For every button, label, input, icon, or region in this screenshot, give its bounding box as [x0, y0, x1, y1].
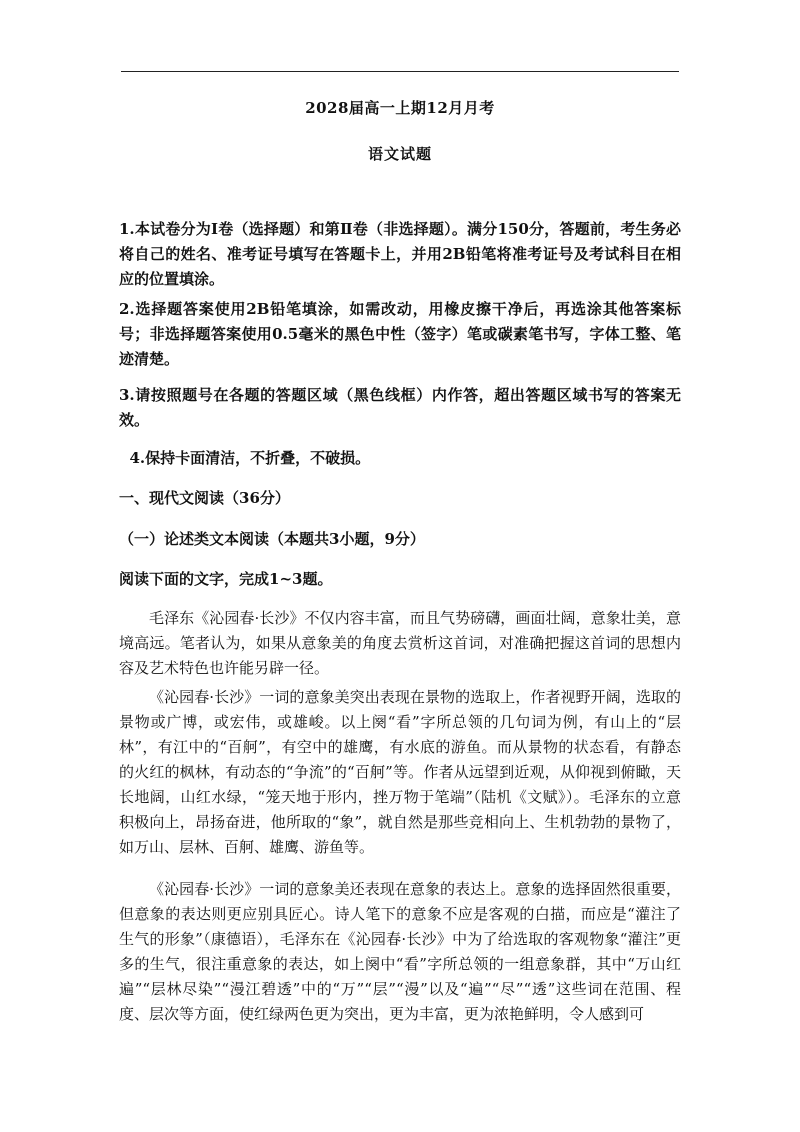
section-subheading: （一）论述类文本阅读（本题共3小题，9分）: [119, 530, 425, 548]
exam-title: 2028届高一上期12月月考: [305, 99, 495, 117]
instruction-2: 2.选择题答案使用2B铅笔填涂，如需改动，用橡皮擦干净后，再选涂其他答案标号；非选择题答案使用0.5毫米的黑色中性（签字）笔或碳素笔书写，字体工整、笔迹清楚。: [119, 300, 681, 368]
instruction-1: 1.本试卷分为Ⅰ卷（选择题）和第Ⅱ卷（非选择题）。满分150分，答题前，考生务必将自己的姓名、准考证号填写在答题卡上，并用2B铅笔将准考证号及考试科目在相应的位置填涂。: [119, 220, 681, 288]
reading-prompt: 阅读下面的文字，完成1~3题。: [119, 570, 333, 588]
instruction-4: 4.保持卡面清洁，不折叠，不破损。: [119, 449, 371, 467]
passage-paragraph-3: 《沁园春·长沙》一词的意象美还表现在意象的表达上。意象的选择固然很重要，但意象的表达则更应别具匠心。诗人笔下的意象不应是客观的白描，而应是“灌注了生气的形象”（康德语），毛泽东在《沁园春·长沙》中为了给选取的客观物象“灌注”更多的生气，很注重意象的表达，如上阕中“看”字所总领的一组意象群，其中“万山红遍”“层林尽染”“漫江碧透”中的“万”“层”“漫”以及“遍”“尽”“透”这些词在范围、程度、层次等方面，使红绿两色更为突出，更为丰富，更为浓艳鲜明，令人感到可: [119, 880, 681, 1023]
section-heading: 一、现代文阅读（36分）: [119, 489, 290, 507]
instruction-3: 3.请按照题号在各题的答题区域（黑色线框）内作答，超出答题区域书写的答案无效。: [119, 386, 681, 429]
passage-paragraph-2: 《沁园春·长沙》一词的意象美突出表现在景物的选取上，作者视野开阔，选取的景物或广博，或宏伟，或雄峻。以上阕“看”字所总领的几句词为例，有山上的“层林”，有江中的“百舸”，有空中的雄鹰，有水底的游鱼。而从景物的状态看，有静态的火红的枫林，有动态的“争流”的“百舸”等。作者从远望到近观，从仰视到俯瞰，天长地阔，山红水绿，“笼天地于形内，挫万物于笔端”（陆机《文赋》）。毛泽东的立意积极向上，昂扬奋进，他所取的“象”，就自然是那些竞相向上、生机勃勃的景物了，如万山、层林、百舸、雄鹰、游鱼等。: [119, 688, 681, 856]
passage-paragraph-1: 毛泽东《沁园春·长沙》不仅内容丰富，而且气势磅礴，画面壮阔，意象壮美，意境高远。笔者认为，如果从意象美的角度去赏析这首词，对准确把握这首词的思想内容及艺术特色也许能另辟一径。: [119, 609, 681, 677]
subject-title: 语文试题: [367, 145, 432, 163]
header-rule: [121, 71, 679, 72]
